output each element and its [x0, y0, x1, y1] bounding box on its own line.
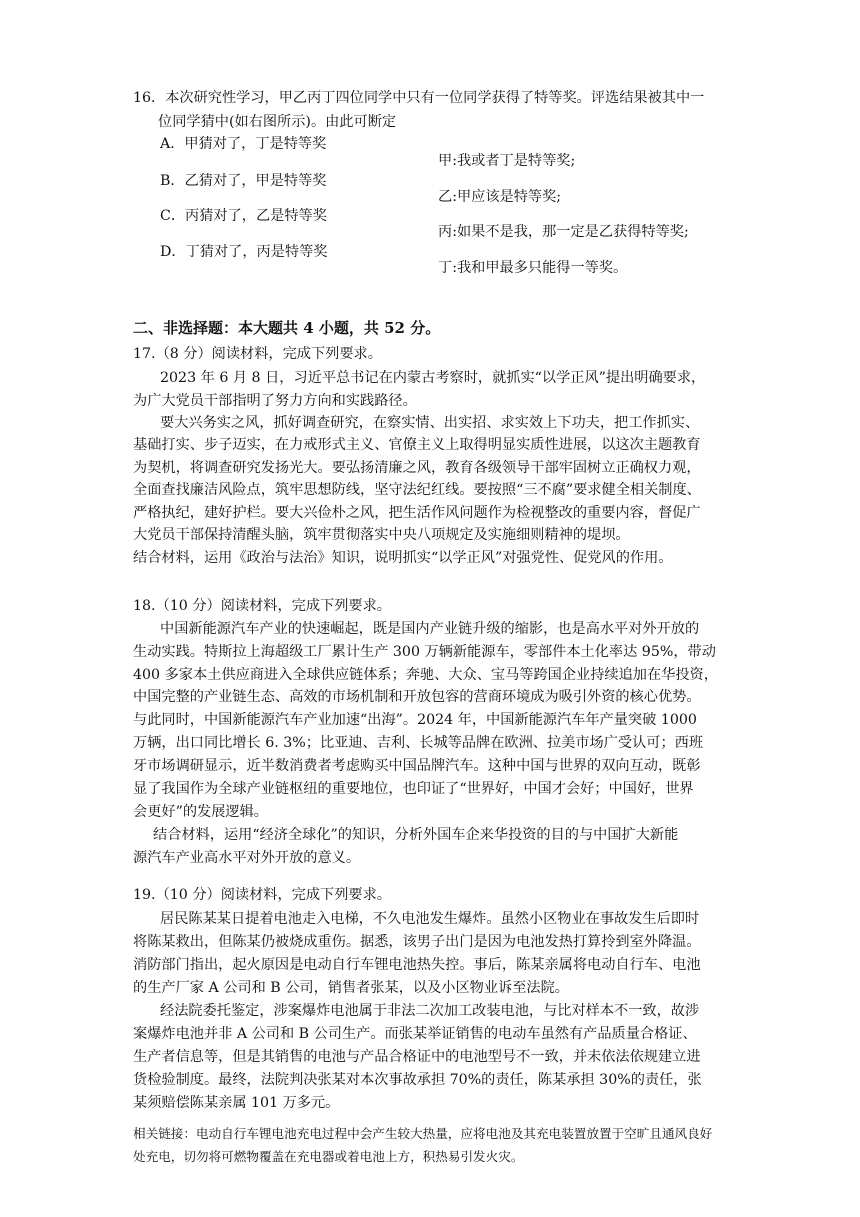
q18-line: 显了我国作为全球产业链枢纽的重要地位，也印证了“世界好，中国才会好；中国好，世界 — [133, 781, 694, 797]
q16-option-b: B．乙猜对了，甲是特等奖 — [160, 173, 327, 189]
q17-line: 全面查找廉洁风险点，筑牢思想防线，坚守法纪红线。要按照“三不腐”要求健全相关制度、 — [133, 482, 701, 498]
q16-option-a: A．甲猜对了，丁是特等奖 — [160, 136, 327, 152]
q19-related-link: 处充电，切勿将可燃物覆盖在充电器或着电池上方，积热易引发火灾。 — [133, 1149, 524, 1164]
q16-stem-line-2: 位同学猜中(如右图所示)。由此可断定 — [158, 114, 397, 130]
q19-line: 经法院委托鉴定，涉案爆炸电池属于非法二次加工改装电池，与比对样本不一致，故涉 — [160, 1003, 700, 1019]
q18-line: 生动实践。特斯拉上海超级工厂累计生产 300 万辆新能源车，零部件本土化率达 95%，带动 — [133, 644, 716, 660]
q19-line: 居民陈某某日提着电池走入电梯，不久电池发生爆炸。虽然小区物业在事故发生后即时 — [160, 911, 700, 927]
q17-line: 要大兴务实之风，抓好调查研究，在察实情、出实招、求实效上下功夫，把工作抓实、 — [160, 415, 700, 431]
q16-stem-line-1: 16．本次研究性学习，甲乙丙丁四位同学中只有一位同学获得了特等奖。评选结果被其中一 — [133, 90, 705, 106]
q17-line: 基础打实、步子迈实，在力戒形式主义、官僚主义上取得明显实质性进展，以这次主题教育 — [133, 437, 701, 453]
q19-line: 将陈某救出，但陈某仍被烧成重伤。据悉，该男子出门是因为电池发热打算拎到室外降温。 — [133, 934, 701, 950]
q16-statement-jia: 甲:我或者丁是特等奖; — [438, 153, 576, 169]
q18-line: 中国新能源汽车产业的快速崛起，既是国内产业链升级的缩影，也是高水平对外开放的 — [160, 621, 700, 637]
q18-title: 18.（10 分）阅读材料，完成下列要求。 — [133, 598, 391, 614]
q17-line: 大党员干部保持清醒头脑，筑牢贯彻落实中央八项规定及实施细则精神的堤坝。 — [133, 527, 630, 543]
q18-line: 会更好”的发展逻辑。 — [133, 804, 268, 820]
q18-line: 万辆，出口同比增长 6. 3%；比亚迪、吉利、长城等品牌在欧洲、拉美市场广受认可；西班 — [133, 735, 704, 751]
q18-line: 中国完整的产业链生态、高效的市场机制和开放包容的营商环境成为吸引外资的核心优势。 — [133, 689, 701, 705]
q17-line: 严格执纪，建好护栏。要大兴俭朴之风，把生活作风问题作为检视整改的重要内容，督促广 — [133, 505, 701, 521]
q18-line: 与此同时，中国新能源汽车产业加速“出海”。2024 年，中国新能源汽车年产量突破 1000 — [133, 712, 697, 728]
q19-related-link: 相关链接：电动自行车锂电池充电过程中会产生较大热量，应将电池及其充电装置放置于空旷且通风良好 — [133, 1126, 713, 1141]
q17-line: 为广大党员干部指明了努力方向和实践路径。 — [133, 393, 417, 409]
section-2-heading: 二、非选择题：本大题共 4 小题，共 52 分。 — [133, 319, 441, 337]
q19-line: 的生产厂家 A 公司和 B 公司，销售者张某，以及小区物业诉至法院。 — [133, 980, 569, 996]
q17-title: 17.（8 分）阅读材料，完成下列要求。 — [133, 346, 382, 362]
q19-line: 货检验制度。最终，法院判决张某对本次事故承担 70%的责任，陈某承担 30%的责任，张 — [133, 1072, 702, 1088]
q17-line: 为契机，将调查研究发扬光大。要弘扬清廉之风，教育各级领导干部牢固树立正确权力观， — [133, 460, 701, 476]
q16-statement-bing: 丙:如果不是我，那一定是乙获得特等奖; — [438, 224, 689, 240]
q19-line: 案爆炸电池并非 A 公司和 B 公司生产。而张某举证销售的电动车虽然有产品质量合格证、 — [133, 1026, 697, 1042]
q16-statement-ding: 丁:我和甲最多只能得一等奖。 — [438, 260, 628, 276]
q19-title: 19.（10 分）阅读材料，完成下列要求。 — [133, 887, 391, 903]
q17-line: 2023 年 6 月 8 日，习近平总书记在内蒙古考察时，就抓实“以学正风”提出明确要求， — [160, 370, 706, 386]
q16-option-c: C．丙猜对了，乙是特等奖 — [160, 208, 327, 224]
q19-line: 生产者信息等，但是其销售的电池与产品合格证中的电池型号不一致，并未依法依规建立进 — [133, 1049, 701, 1065]
q18-requirement: 结合材料，运用“经济全球化”的知识，分析外国车企来华投资的目的与中国扩大新能 — [153, 827, 679, 843]
q16-option-d: D．丁猜对了，丙是特等奖 — [160, 244, 328, 260]
q19-line: 消防部门指出，起火原因是电动自行车锂电池热失控。事后，陈某亲属将电动自行车、电池 — [133, 957, 701, 973]
q18-requirement: 源汽车产业高水平对外开放的意义。 — [133, 850, 361, 866]
q18-line: 400 多家本土供应商进入全球供应链体系；奔驰、大众、宝马等跨国企业持续追加在华投资， — [133, 667, 718, 683]
q17-requirement: 结合材料，运用《政治与法治》知识，说明抓实“以学正风”对强党性、促党风的作用。 — [133, 550, 673, 566]
q19-line: 某须赔偿陈某亲属 101 万多元。 — [133, 1095, 340, 1111]
q16-statement-yi: 乙:甲应该是特等奖; — [438, 189, 562, 205]
q18-line: 牙市场调研显示，近半数消费者考虑购买中国品牌汽车。这种中国与世界的双向互动，既彰 — [133, 758, 701, 774]
